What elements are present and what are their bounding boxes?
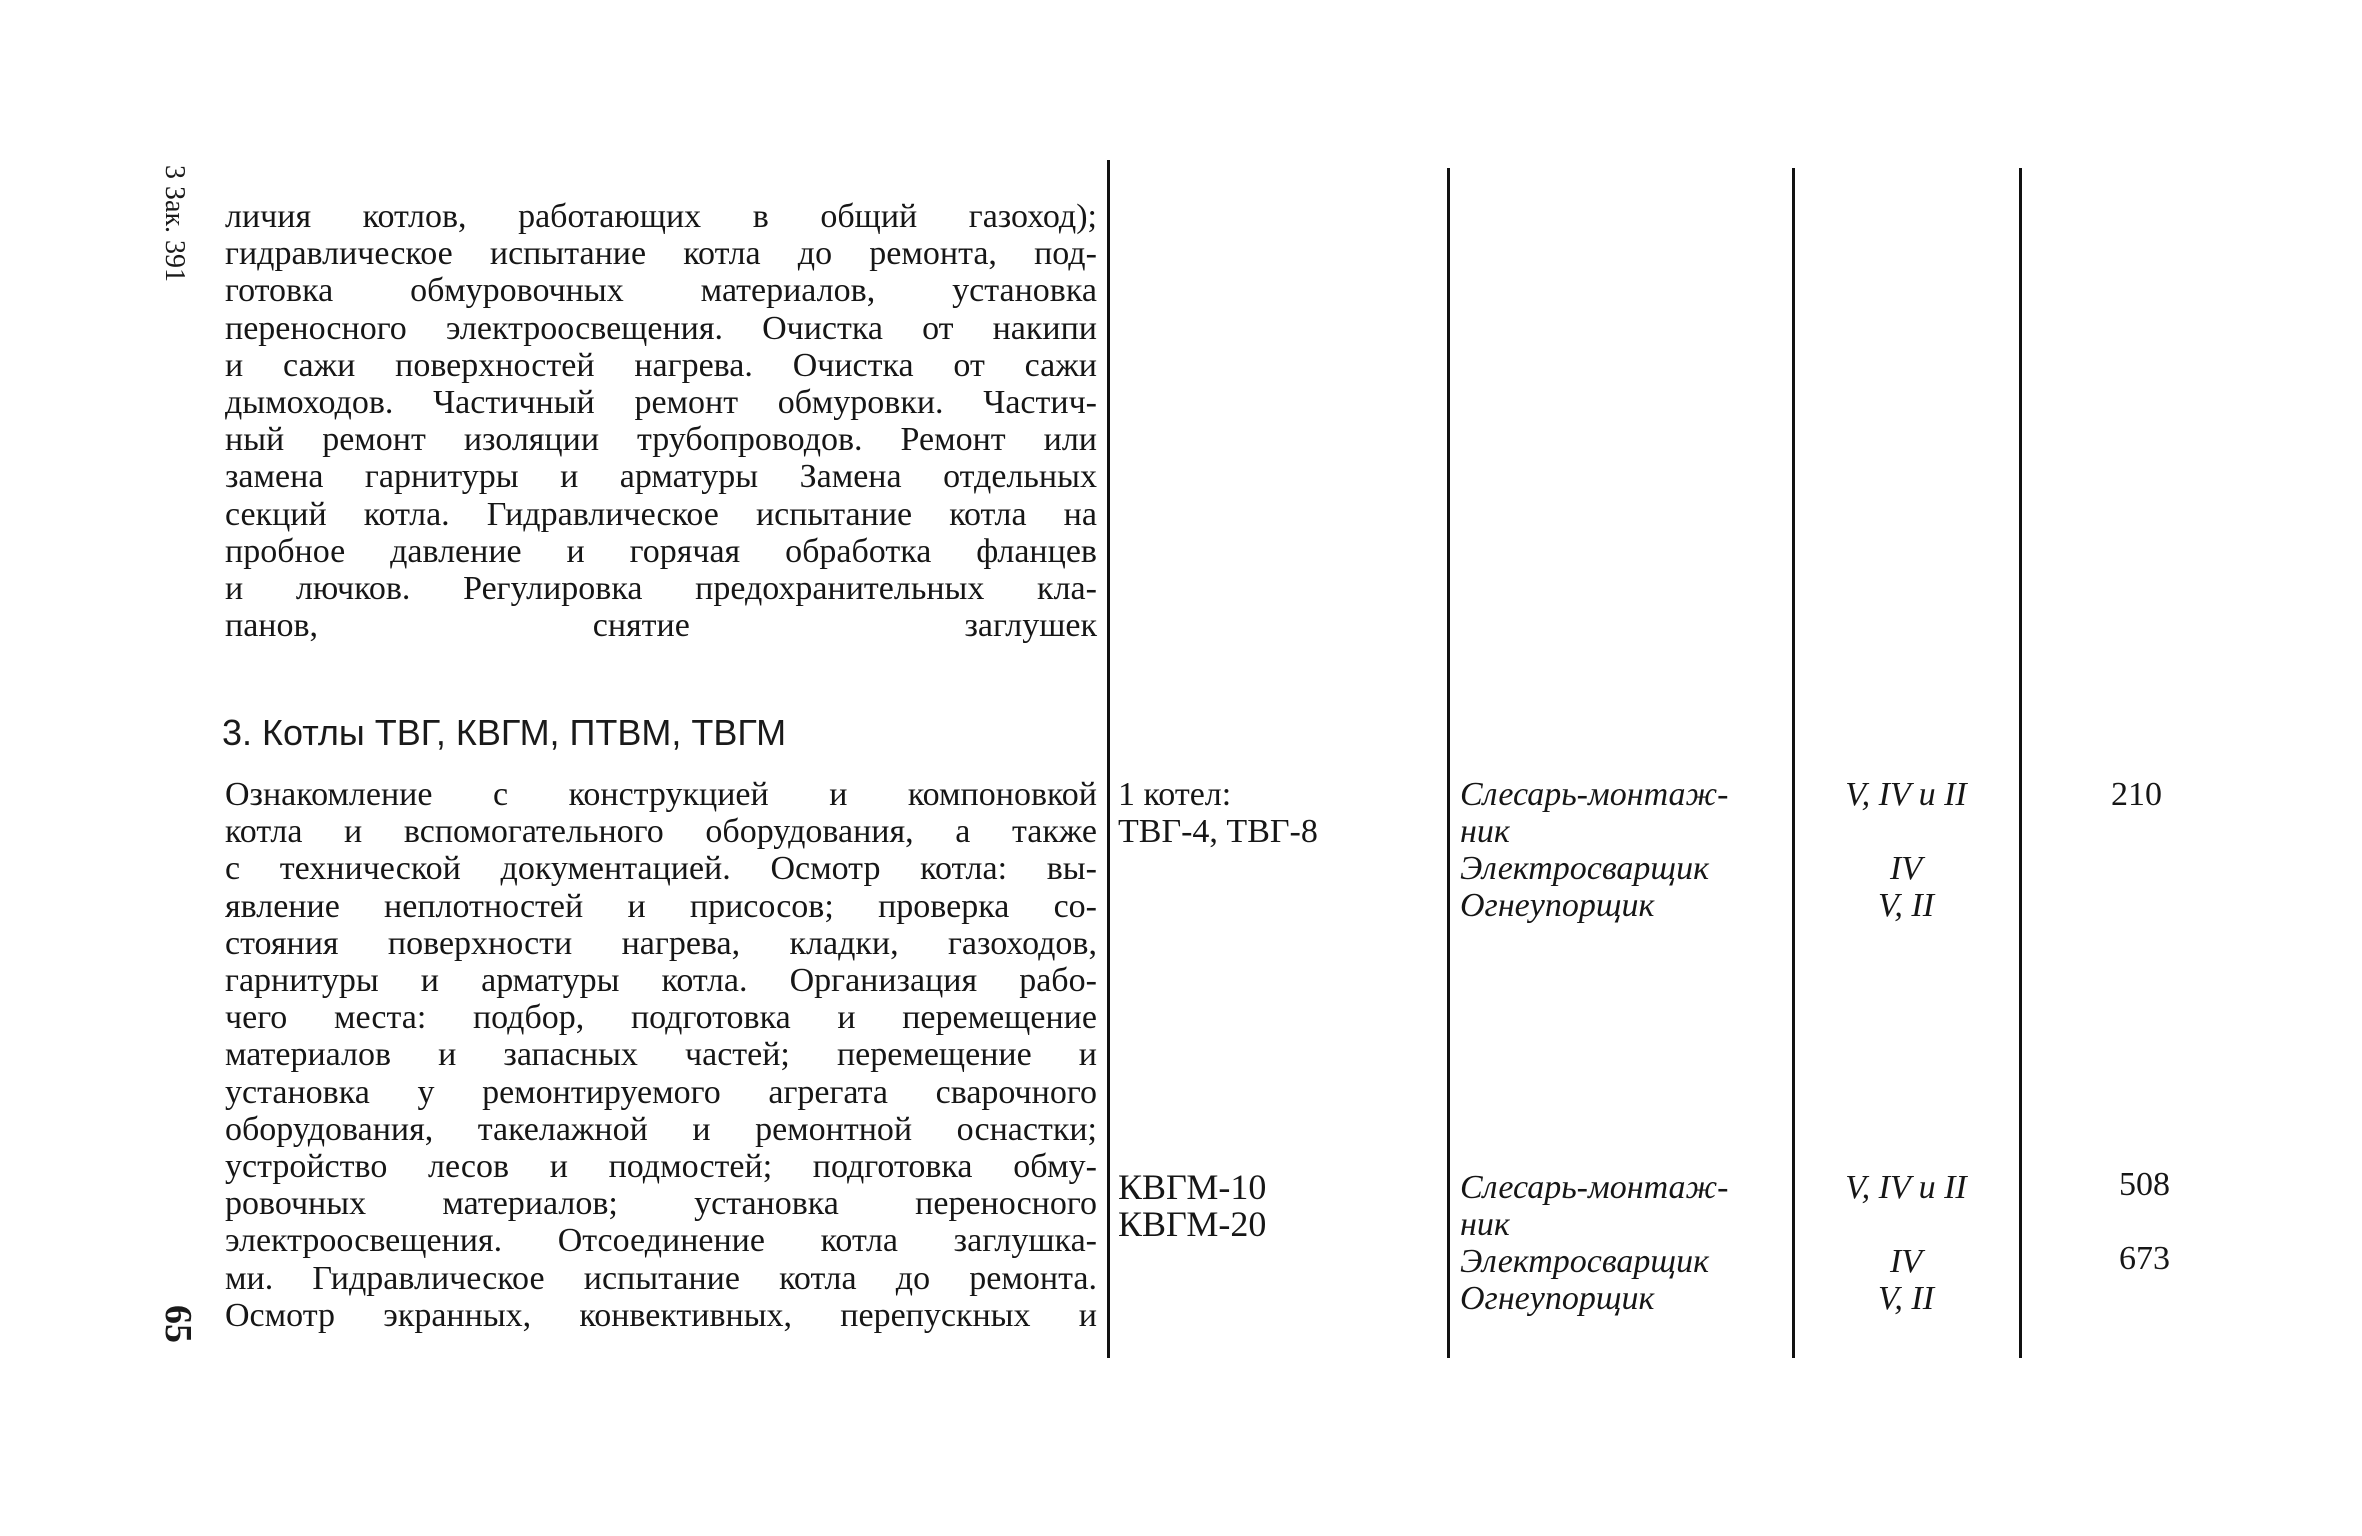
grade-line: V, IV и II [1845, 1169, 1967, 1206]
worker-line: ник [1460, 813, 1510, 850]
text-line: материалов и запасных частей; перемещение и [225, 1036, 1097, 1074]
text-line: переносного электроосвещения. Очистка от накипи [225, 309, 1097, 347]
worker-line: Слесарь-монтаж- [1460, 776, 1729, 813]
boiler-line: ТВГ-4, ТВГ-8 [1118, 813, 1318, 850]
value-line: 673 [2119, 1240, 2170, 1277]
text-line: личия котлов, работающих в общий газоход); [225, 198, 1097, 235]
text-line: гарнитуры и арматуры котла. Организация рабо- [225, 962, 1097, 1000]
boiler-cell [1118, 776, 1318, 850]
column-divider-4 [2019, 168, 2022, 1358]
text-line: оборудования, такелажной и ремонтной оснастки; [225, 1110, 1097, 1148]
text-line: с технической документацией. Осмотр котла: вы- [225, 850, 1097, 888]
text-line: секций котла. Гидравлическое испытание котла на [225, 495, 1097, 533]
workers-cell [1460, 776, 1728, 924]
value-line: 508 [2119, 1166, 2170, 1203]
text-line: замена гарнитуры и арматуры Замена отдельных [225, 458, 1097, 496]
section1-paragraph [225, 198, 1097, 644]
grade-line: V, II [1877, 1280, 1935, 1317]
worker-line: Слесарь-монтаж- [1460, 1169, 1729, 1206]
text-line: и сажи поверхностей нагрева. Очистка от сажи [225, 346, 1097, 384]
text-line: и лючков. Регулировка предохранительных кла- [225, 570, 1097, 608]
text-line: ровочных материалов; установка переносного [225, 1185, 1097, 1223]
worker-line: Электросварщик [1460, 850, 1709, 887]
text-line: ми. Гидравлическое испытание котла до ремонта. [225, 1259, 1097, 1297]
value-cell [2040, 1166, 2170, 1277]
grade-line: V, IV и II [1845, 776, 1967, 813]
boiler-line: 1 котел: [1118, 776, 1232, 813]
order-note: 3 Зак. 391 [159, 165, 190, 283]
text-line: стояния поверхности нагрева, кладки, газоходов, [225, 924, 1097, 962]
text-line: ный ремонт изоляции трубопроводов. Ремонт или [225, 421, 1097, 459]
text-line: котла и вспомогательного оборудования, а также [225, 813, 1097, 851]
column-divider-2 [1447, 168, 1450, 1358]
text-line: явление неплотностей и присосов; проверка со- [225, 887, 1097, 925]
value-line: 210 [2111, 776, 2162, 813]
text-line: Ознакомление с конструкцией и компоновкой [225, 776, 1097, 813]
text-line: электроосвещения. Отсоединение котла заглушка- [225, 1222, 1097, 1260]
worker-line: ник [1460, 1206, 1510, 1243]
text-line: панов, снятие заглушек [225, 607, 1097, 645]
column-divider-1 [1107, 160, 1110, 1358]
boiler-line: КВГМ-10 [1118, 1167, 1267, 1207]
text-line: пробное давление и горячая обработка фланцев [225, 532, 1097, 570]
worker-line: Огнеупорщик [1460, 1280, 1655, 1317]
text-line: чего места: подбор, подготовка и перемещение [225, 999, 1097, 1037]
page-number: 65 [157, 1305, 199, 1343]
workers-cell [1460, 1169, 1728, 1317]
grade-line: IV [1889, 1243, 1923, 1280]
grades-cell [1800, 1169, 2012, 1317]
text-line: гидравлическое испытание котла до ремонта, под- [225, 235, 1097, 273]
grade-line: V, II [1877, 887, 1935, 924]
text-line: установка у ремонтируемого агрегата сварочного [225, 1073, 1097, 1111]
worker-line: Огнеупорщик [1460, 887, 1655, 924]
text-line: дымоходов. Частичный ремонт обмуровки. Частич- [225, 384, 1097, 422]
column-divider-3 [1792, 168, 1795, 1358]
worker-line: Электросварщик [1460, 1243, 1709, 1280]
text-line: готовка обмуровочных материалов, установка [225, 272, 1097, 310]
section-heading: 3. Котлы ТВГ, КВГМ, ПТВМ, ТВГМ [222, 712, 787, 753]
value-cell [2040, 776, 2162, 813]
grade-line: IV [1889, 850, 1923, 887]
section3-paragraph [225, 776, 1097, 1334]
text-line: устройство лесов и подмостей; подготовка обму- [225, 1148, 1097, 1186]
text-line: Осмотр экранных, конвективных, перепускных и [225, 1296, 1097, 1334]
boiler-line: КВГМ-20 [1118, 1204, 1267, 1244]
boiler-cell [1118, 1169, 1266, 1243]
grades-cell [1800, 776, 2012, 924]
